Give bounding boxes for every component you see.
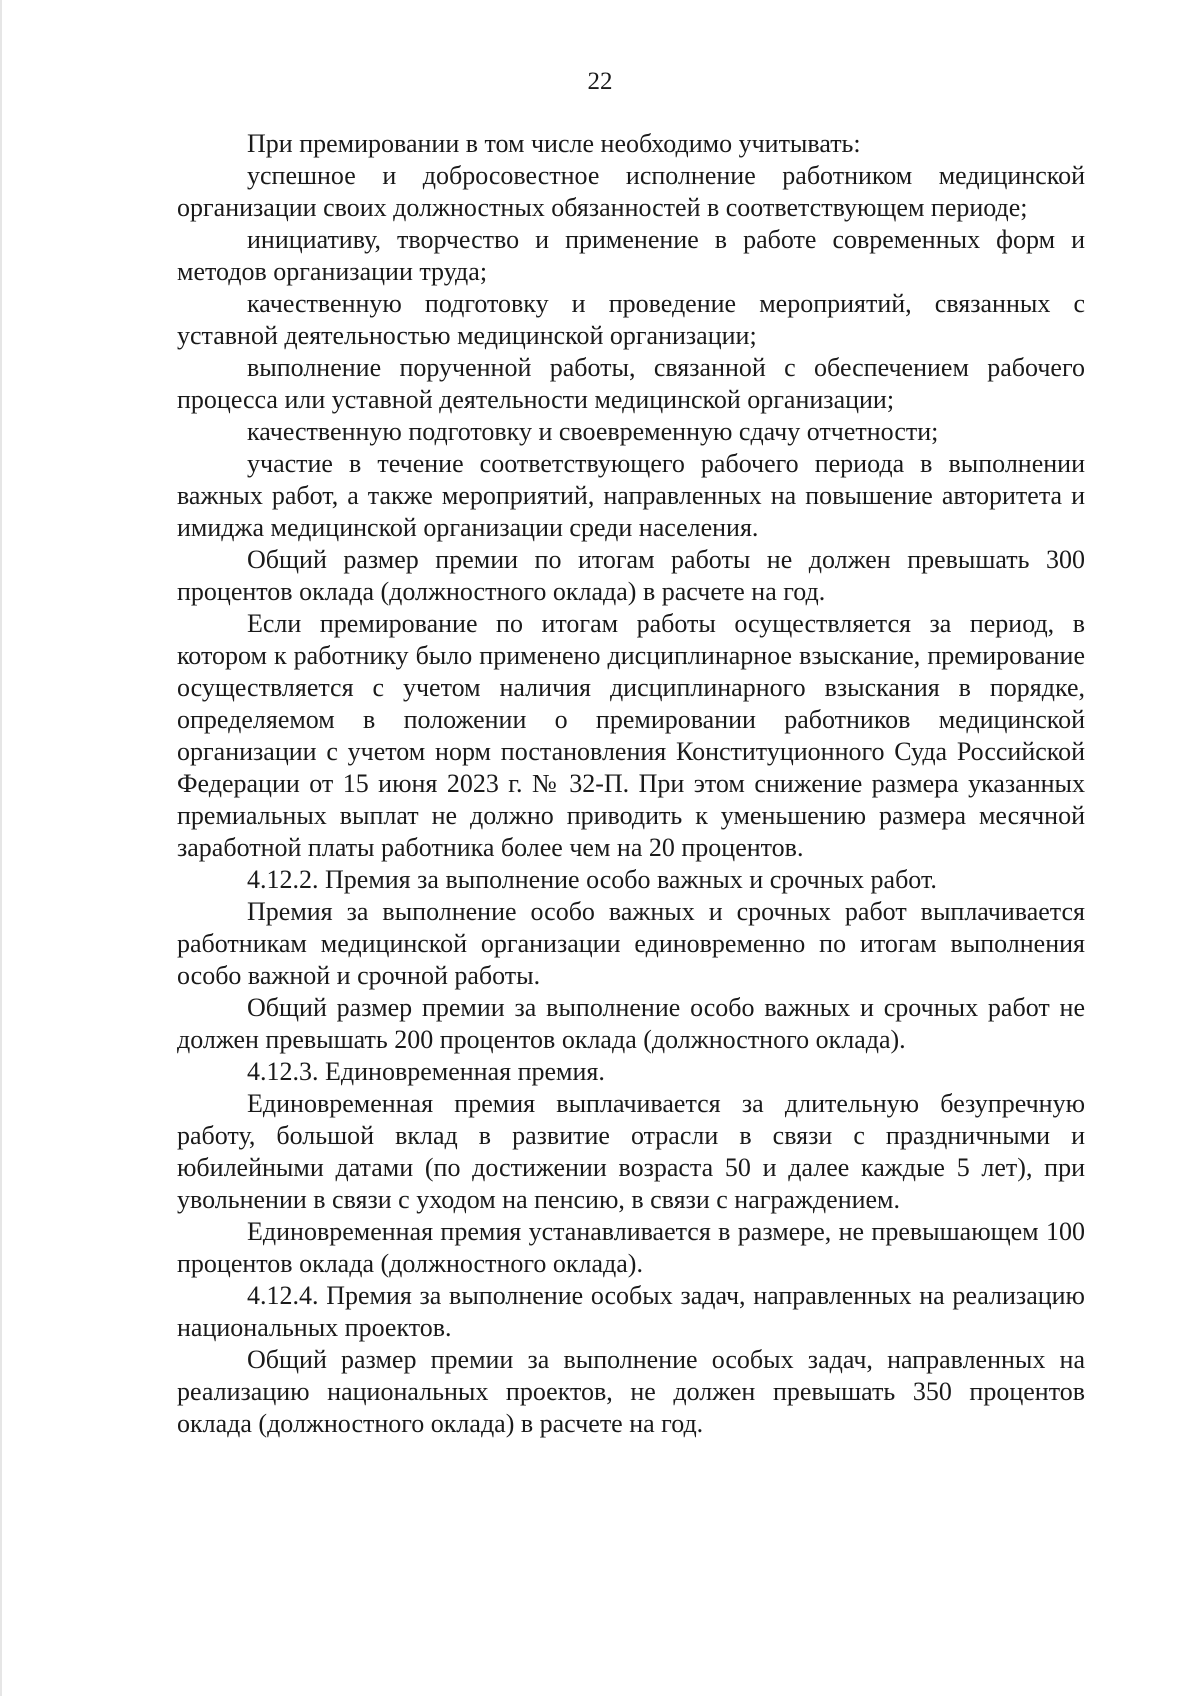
paragraph-disciplinary-penalty: Если премирование по итогам работы осуществляется за период, в котором к работнику было применено дисциплинарное взыскание, премирование осуществляется с учетом наличия дисциплинарного взыскания в порядке, определяемом в положении о премировании работников медицинской организации с учетом норм постановления Конституционного Суда Российской Федерации от 15 июня 2023 г. № 32-П. При этом снижение размера указанных премиальных выплат не должно приводить к уменьшению размера месячной заработной платы работника более чем на 20 процентов.	[177, 609, 1085, 862]
paragraph-criterion-events: качественную подготовку и проведение мероприятий, связанных с уставной деятельностью медицинской организации;	[177, 289, 1085, 350]
section-heading-4-12-2: 4.12.2. Премия за выполнение особо важных и срочных работ.	[247, 865, 937, 894]
paragraph-bonus-limit-350: Общий размер премии за выполнение особых задач, направленных на реализацию национальных проектов, не должен превышать 350 процентов оклада (должностного оклада) в расчете на год.	[177, 1345, 1085, 1438]
paragraph-criterion-duties: успешное и добросовестное исполнение работником медицинской организации своих должностных обязанностей в соответствующем периоде;	[177, 161, 1085, 222]
paragraph-bonus-limit-200: Общий размер премии за выполнение особо важных и срочных работ не должен превышать 200 процентов оклада (должностного оклада).	[177, 993, 1085, 1054]
paragraph-criterion-participation: участие в течение соответствующего рабочего периода в выполнении важных работ, а также мероприятий, направленных на повышение авторитета и имиджа медицинской организации среди населения.	[177, 449, 1085, 542]
document-body	[177, 128, 1085, 1440]
paragraph-bonus-criteria-intro: При премировании в том числе необходимо учитывать:	[247, 129, 861, 158]
paragraph-criterion-assigned-work: выполнение порученной работы, связанной с обеспечением рабочего процесса или уставной деятельности медицинской организации;	[177, 353, 1085, 414]
paragraph-bonus-limit-300: Общий размер премии по итогам работы не должен превышать 300 процентов оклада (должностного оклада) в расчете на год.	[177, 545, 1085, 606]
scan-edge-shadow	[0, 0, 2, 1696]
paragraph-one-time-bonus: Единовременная премия выплачивается за длительную безупречную работу, большой вклад в развитие отрасли в связи с праздничными и юбилейными датами (по достижении возраста 50 и далее каждые 5 лет), при увольнении в связи с уходом на пенсию, в связи с награждением.	[177, 1089, 1085, 1214]
section-heading-4-12-4: 4.12.4. Премия за выполнение особых задач, направленных на реализацию национальных проектов.	[177, 1281, 1085, 1342]
paragraph-criterion-initiative: инициативу, творчество и применение в работе современных форм и методов организации труда;	[177, 225, 1085, 286]
section-heading-4-12-3: 4.12.3. Единовременная премия.	[247, 1057, 605, 1086]
paragraph-bonus-limit-100: Единовременная премия устанавливается в размере, не превышающем 100 процентов оклада (должностного оклада).	[177, 1217, 1085, 1278]
page-number: 22	[587, 68, 613, 95]
paragraph-criterion-reporting: качественную подготовку и своевременную сдачу отчетности;	[247, 417, 939, 446]
paragraph-urgent-work-bonus: Премия за выполнение особо важных и срочных работ выплачивается работникам медицинской организации единовременно по итогам выполнения особо важной и срочной работы.	[177, 897, 1085, 990]
